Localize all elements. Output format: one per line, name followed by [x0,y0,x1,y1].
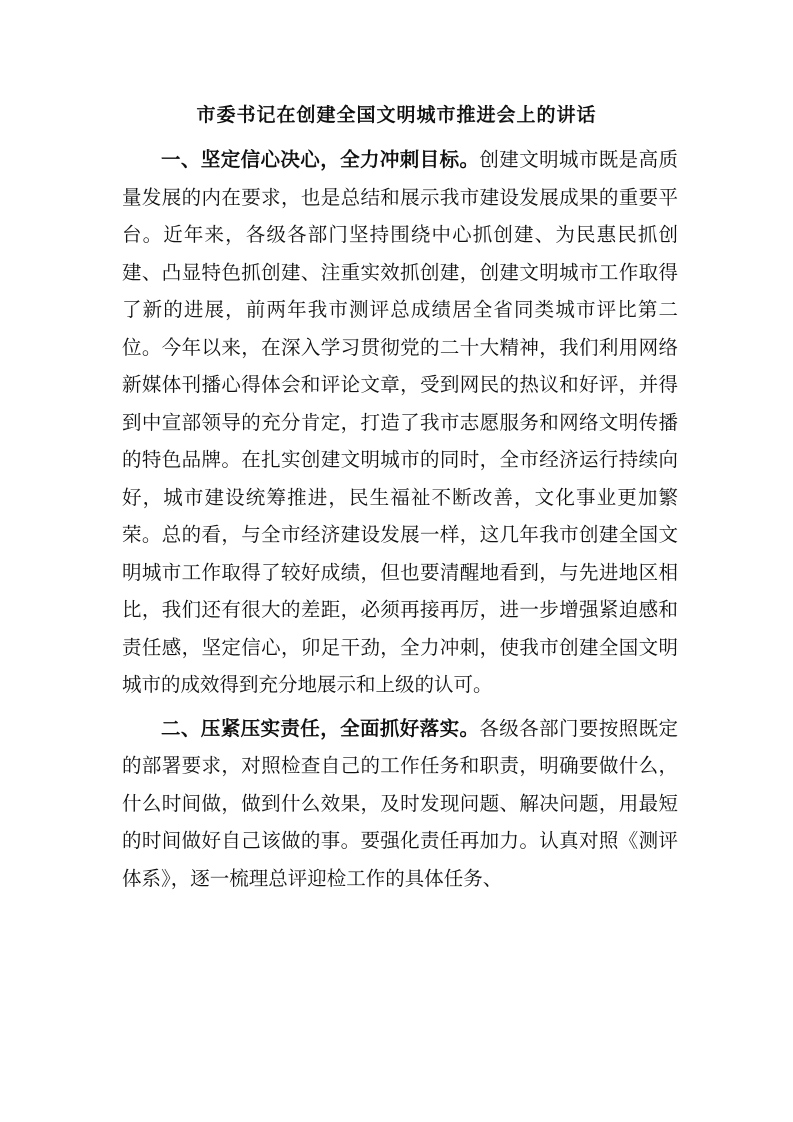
document-body [122,141,678,897]
paragraph-1 [122,141,678,704]
paragraph-2 [122,710,678,898]
paragraph-1-text: 创建文明城市既是高质量发展的内在要求，也是总结和展示我市建设发展成果的重要平台。近年来，各级各部门坚持围绕中心抓创建、为民惠民抓创建、凸显特色抓创建、注重实效抓创建，创建文明城市工作取得了新的进展，前两年我市测评总成绩居全省同类城市评比第二位。今年以来，在深入学习贯彻党的二十大精神，我们利用网络新媒体刊播心得体会和评论文章，受到网民的热议和好评，并得到中宣部领导的充分肯定，打造了我市志愿服务和网络文明传播的特色品牌。在扎实创建文明城市的同时，全市经济运行持续向好，城市建设统筹推进，民生福祉不断改善，文化事业更加繁荣。总的看，与全市经济建设发展一样，这几年我市创建全国文明城市工作取得了较好成绩，但也要清醒地看到，与先进地区相比，我们还有很大的差距，必须再接再厉，进一步增强紧迫感和责任感，坚定信心，卯足干劲，全力冲刺，使我市创建全国文明城市的成效得到充分地展示和上级的认可。 [122,148,678,696]
paragraph-1-heading: 一、坚定信心决心，全力冲刺目标。 [161,148,480,171]
paragraph-2-heading: 二、压紧压实责任，全面抓好落实。 [161,716,480,740]
paragraph-2-text: 各级各部门要按照既定的部署要求，对照检查自己的工作任务和职责，明确要做什么，什么时间做，做到什么效果，及时发现问题、解决问题，用最短的时间做好自己该做的事。要强化责任再加力。认真对照《测评体系》，逐一梳理总评迎检工作的具体任务、 [122,716,678,890]
document-title: 市委书记在创建全国文明城市推进会上的讲话 [196,104,597,126]
